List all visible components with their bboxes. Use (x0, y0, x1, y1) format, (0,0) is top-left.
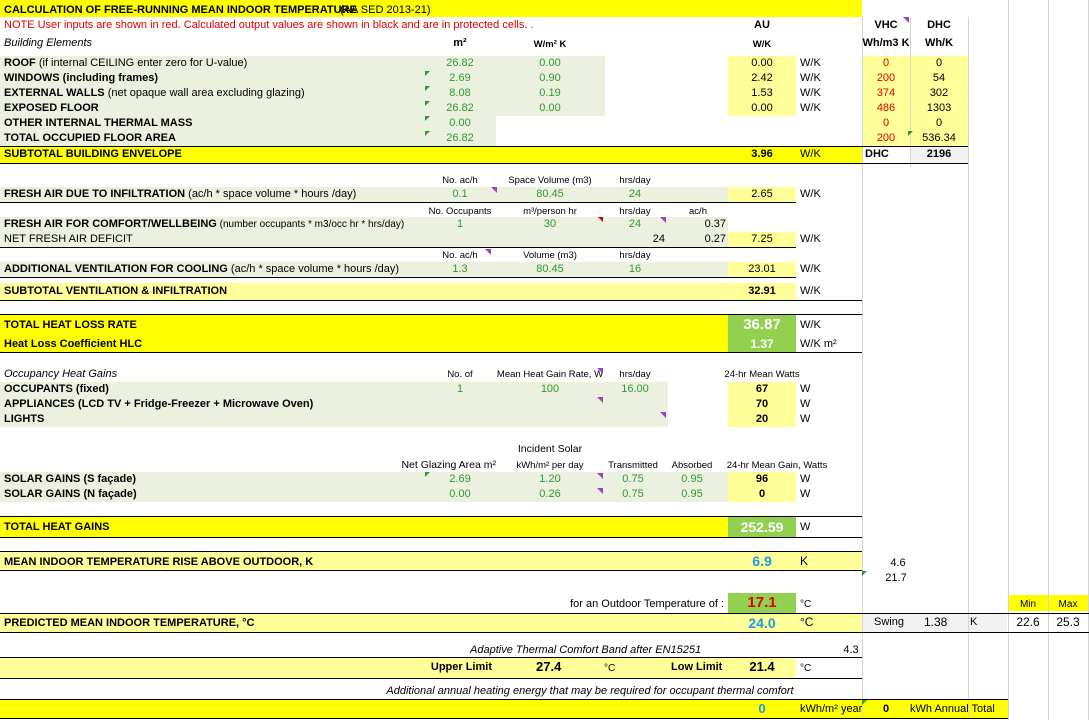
solar-incident-input[interactable]: 1.20 (539, 473, 561, 485)
total-heat-gains-unit: W (800, 521, 811, 533)
occupancy-watts-output: 70 (755, 398, 769, 410)
comment-marker (597, 397, 603, 403)
envelope-row-label (4, 71, 158, 86)
col-dhc-header: DHC (927, 19, 951, 31)
dhc-output: 302 (929, 87, 949, 99)
h-hrsday2: hrs/day (619, 206, 651, 217)
comment-marker (597, 488, 603, 494)
col-dhc-unit: Wh/K (924, 37, 954, 49)
gridline (968, 17, 969, 717)
rule (0, 657, 862, 658)
h-transmitted: Transmitted (608, 460, 658, 471)
comment-marker (597, 473, 603, 479)
cooling-output-value: 23.01 (748, 263, 776, 275)
envelope-area-input[interactable]: 0.00 (449, 117, 471, 129)
vhc-input[interactable]: 0 (882, 117, 890, 129)
cooling-hours[interactable]: 16 (628, 263, 642, 275)
comment-marker (425, 472, 430, 477)
envelope-u-value-input[interactable]: 0.90 (539, 72, 561, 84)
envelope-row-label-main: WINDOWS (including frames) (4, 72, 158, 84)
infiltration-label-note: (ac/h * space volume * hours /day) (185, 188, 357, 200)
swing-unit: K (970, 616, 978, 628)
occupancy-count-input[interactable]: 1 (456, 383, 464, 395)
max-value: 25.3 (1056, 615, 1080, 629)
deficit-ach: 0.27 (704, 233, 726, 245)
low-limit-label: Low Limit (671, 661, 723, 673)
total-heat-gains-label: TOTAL HEAT GAINS (4, 521, 110, 533)
cooling-label-main: ADDITIONAL VENTILATION FOR COOLING (4, 263, 228, 275)
rise-unit: K (800, 554, 809, 568)
h-m3pp: m³/person hr (523, 206, 577, 217)
envelope-row-label-note: (net opaque wall area excluding glazing) (104, 87, 305, 99)
min-header: Min (1019, 599, 1037, 610)
infiltration-ach[interactable]: 0.1 (452, 188, 468, 200)
comfort-label-main: FRESH AIR FOR COMFORT/WELLBEING (4, 218, 217, 230)
dhc-label: DHC (865, 148, 889, 160)
rise-side-a: 4.6 (890, 557, 906, 569)
solar-row-label: SOLAR GAINS (N façade) (4, 488, 137, 500)
dhc-output: 54 (932, 72, 946, 84)
swing-value: 1.38 (924, 615, 948, 629)
envelope-row-label (4, 131, 176, 146)
infiltration-output-value: 2.65 (751, 188, 773, 200)
solar-absorbed-input[interactable]: 0.95 (681, 488, 703, 500)
envelope-wk-output: 1.53 (751, 87, 773, 99)
solar-area-input[interactable]: 0.00 (449, 488, 471, 500)
rise-value: 6.9 (752, 553, 772, 569)
h-kwh: kWh/m² per day (516, 460, 584, 471)
h-noach: No. ac/h (442, 175, 478, 186)
building-elements-label: Building Elements (4, 37, 93, 49)
energy-unit: kWh/m² year (800, 703, 863, 715)
comment-marker (425, 86, 430, 91)
vhc-input[interactable]: 486 (876, 102, 896, 114)
predicted-value: 24.0 (748, 615, 776, 631)
gridline (1008, 0, 1009, 720)
comment-marker (425, 131, 430, 136)
comment-marker (903, 17, 909, 23)
deficit-label: NET FRESH AIR DEFICIT (4, 233, 133, 245)
solar-incident-input[interactable]: 0.26 (539, 488, 561, 500)
hlc-value: 1.37 (750, 337, 774, 351)
occupancy-rate-input[interactable]: 100 (540, 383, 560, 395)
low-limit-value: 21.4 (749, 659, 775, 674)
outdoor-temp-value[interactable]: 17.1 (747, 594, 777, 611)
comment-marker (491, 187, 497, 193)
outdoor-temp-unit: °C (800, 599, 812, 610)
envelope-row-label (4, 56, 247, 71)
max-header: Max (1058, 599, 1078, 610)
rule (0, 570, 862, 571)
h-hrsday: hrs/day (619, 175, 651, 186)
infiltration-label-main: FRESH AIR DUE TO INFILTRATION (4, 188, 186, 200)
rule (0, 537, 862, 538)
col-wm2k-header: W/m² K (533, 39, 567, 50)
total-heat-loss-label: TOTAL HEAT LOSS RATE (4, 319, 137, 331)
comfort-ach: 0.37 (704, 218, 726, 230)
h-noach2: No. ac/h (442, 250, 478, 261)
rule (0, 718, 1008, 719)
rule (0, 678, 862, 679)
comfort-m3[interactable]: 30 (543, 218, 557, 230)
comment-marker (862, 571, 867, 576)
subtotal-ventilation-label: SUBTOTAL VENTILATION & INFILTRATION (4, 285, 228, 297)
deficit-hours: 24 (652, 233, 665, 245)
comment-marker (425, 101, 430, 106)
subtotal-envelope-unit: W/K (800, 148, 821, 160)
total-heat-loss-value: 36.87 (743, 316, 781, 333)
energy-label: Additional annual heating energy that may be required for occupant thermal comfort (386, 685, 794, 697)
comment-marker (862, 700, 867, 705)
rule (0, 632, 1089, 633)
col-vhc-unit: Wh/m3 K (862, 37, 910, 49)
dhc-total-value: 2196 (926, 148, 952, 160)
envelope-u-value-input[interactable]: 0.19 (539, 87, 561, 99)
solar-watts-unit: W (800, 488, 811, 500)
total-heat-loss-unit: W/K (800, 319, 821, 331)
solar-area-input[interactable]: 2.69 (449, 473, 471, 485)
annual-energy-label: kWh Annual Total (910, 703, 995, 715)
upper-limit-value: 27.4 (536, 659, 562, 674)
envelope-row-label (4, 86, 305, 101)
envelope-wk-unit: W/K (800, 87, 821, 99)
h-hrsday3: hrs/day (619, 250, 651, 261)
h-netglazing: Net Glazing Area m² (401, 459, 496, 471)
occupancy-watts-output: 20 (755, 413, 769, 425)
page-subtitle: (AA SED 2013-21) (340, 4, 431, 16)
gridline (1048, 0, 1049, 720)
swing-label: Swing (874, 616, 904, 628)
cooling-volume[interactable]: 80.45 (536, 263, 564, 275)
envelope-wk-unit: W/K (800, 72, 821, 84)
rule (0, 300, 862, 301)
col-wk-header: W/K (752, 39, 772, 50)
envelope-row-label-main: EXTERNAL WALLS (4, 87, 105, 99)
envelope-row-label-main: ROOF (4, 57, 36, 69)
comfort-label (4, 217, 404, 232)
infiltration-label (4, 187, 356, 202)
dhc-output: 0 (935, 117, 943, 129)
min-value: 22.6 (1016, 615, 1040, 629)
predicted-label: PREDICTED MEAN INDOOR TEMPERATURE, °C (4, 617, 255, 629)
comment-marker (485, 249, 491, 255)
occupancy-hours-input[interactable]: 16.00 (621, 383, 649, 395)
h-meangain: Mean Heat Gain Rate, W (496, 369, 604, 380)
rule (0, 613, 1089, 614)
envelope-row-label-note: (if internal CEILING enter zero for U-value) (35, 57, 248, 69)
envelope-area-input[interactable]: 26.82 (446, 102, 474, 114)
energy-value: 0 (758, 701, 766, 716)
h-occupants: No. Occupants (428, 206, 492, 217)
infiltration-hours[interactable]: 24 (628, 188, 642, 200)
solar-transmitted-input[interactable]: 0.75 (622, 473, 644, 485)
envelope-area-input[interactable]: 8.08 (449, 87, 471, 99)
comment-marker (660, 217, 666, 223)
infiltration-unit: W/K (800, 188, 821, 200)
cooling-unit: W/K (800, 263, 821, 275)
h-vol: Volume (m3) (523, 250, 577, 261)
comment-marker (908, 131, 913, 136)
dhc-output: 0 (935, 57, 943, 69)
envelope-row-label-main: EXPOSED FLOOR (4, 102, 99, 114)
h-24hr: 24-hr Mean Watts (724, 369, 800, 380)
occupancy-watts-unit: W (800, 398, 811, 410)
solar-absorbed-input[interactable]: 0.95 (681, 473, 703, 485)
dhc-output: 536.34 (922, 132, 956, 144)
col-au-header: AU (754, 19, 770, 31)
cooling-ach[interactable]: 1.3 (452, 263, 468, 275)
input-note: NOTE User inputs are shown in red. Calculated output values are shown in black and are in protected cells. . (4, 19, 534, 31)
rule (0, 202, 796, 203)
cooling-label (4, 262, 399, 277)
deficit-output-value: 7.25 (751, 233, 773, 245)
envelope-wk-unit: W/K (800, 57, 821, 69)
h-ach: ac/h (689, 206, 707, 217)
vhc-input[interactable]: 0 (882, 57, 890, 69)
subtotal-envelope-value: 3.96 (751, 148, 773, 160)
comment-marker (597, 368, 603, 374)
rule (0, 699, 1008, 700)
envelope-area-input[interactable]: 26.82 (446, 57, 474, 69)
page-title: CALCULATION OF FREE-RUNNING MEAN INDOOR TEMPERATURE (4, 4, 357, 16)
envelope-u-value-input[interactable]: 0.00 (539, 57, 561, 69)
rule (0, 277, 796, 278)
subtotal-ventilation-value: 32.91 (748, 285, 776, 297)
col-vhc-header: VHC (874, 19, 898, 31)
infiltration-volume[interactable]: 80.45 (536, 188, 564, 200)
subtotal-envelope-label: SUBTOTAL BUILDING ENVELOPE (4, 148, 182, 160)
low-limit-unit: °C (800, 663, 812, 674)
envelope-area-input[interactable]: 2.69 (449, 72, 471, 84)
rule (0, 352, 862, 353)
solar-transmitted-input[interactable]: 0.75 (622, 488, 644, 500)
occupancy-watts-unit: W (800, 383, 811, 395)
predicted-unit: °C (800, 615, 814, 629)
rule (0, 247, 796, 248)
comment-marker (660, 412, 666, 418)
h-absorbed: Absorbed (671, 460, 713, 471)
envelope-u-value-input[interactable]: 0.00 (539, 102, 561, 114)
envelope-row-label-main: OTHER INTERNAL THERMAL MASS (4, 117, 193, 129)
rule (0, 163, 968, 164)
comfort-occupants[interactable]: 1 (456, 218, 464, 230)
envelope-wk-output: 2.42 (751, 72, 773, 84)
h-noof: No. of (447, 369, 473, 380)
comment-marker (598, 217, 603, 222)
hlc-label: Heat Loss Coefficient HLC (4, 338, 143, 350)
solar-watts-unit: W (800, 473, 811, 485)
vhc-input[interactable]: 200 (876, 72, 896, 84)
occupancy-row-label: OCCUPANTS (fixed) (4, 383, 109, 395)
h-spacevol: Space Volume (m3) (508, 175, 592, 186)
envelope-wk-unit: W/K (800, 102, 821, 114)
h-incident: Incident Solar (517, 443, 583, 455)
occupancy-heading: Occupancy Heat Gains (4, 368, 118, 380)
envelope-area-input[interactable]: 26.82 (446, 132, 474, 144)
comfort-label-note: (number occupants * m3/occ hr * hrs/day) (216, 219, 405, 230)
envelope-row-label (4, 101, 99, 116)
h-hrs: hrs/day (619, 369, 651, 380)
upper-limit-label: Upper Limit (430, 661, 492, 673)
subtotal-ventilation-unit: W/K (800, 285, 821, 297)
annual-energy-value: 0 (882, 703, 890, 715)
comfort-band-side: 4.3 (843, 644, 859, 656)
outdoor-temp-label: for an Outdoor Temperature of : (570, 598, 724, 610)
dhc-output: 1303 (926, 102, 952, 114)
envelope-wk-output: 0.00 (751, 57, 773, 69)
cooling-label-note: (ac/h * space volume * hours /day) (227, 263, 400, 275)
solar-watts-output: 96 (755, 473, 769, 485)
h-24gain: 24-hr Mean Gain, Watts (726, 460, 828, 471)
solar-watts-output: 0 (758, 488, 766, 500)
comfort-band-label: Adaptive Thermal Comfort Band after EN15251 (470, 644, 702, 656)
rise-label: MEAN INDOOR TEMPERATURE RISE ABOVE OUTDOOR, K (4, 556, 314, 568)
envelope-row-label-main: TOTAL OCCUPIED FLOOR AREA (4, 132, 176, 144)
occupancy-watts-unit: W (800, 413, 811, 425)
vhc-input[interactable]: 200 (876, 132, 896, 144)
envelope-wk-output: 0.00 (751, 102, 773, 114)
total-heat-gains-value: 252.59 (740, 519, 784, 535)
envelope-row-label (4, 116, 192, 131)
comfort-hours[interactable]: 24 (628, 218, 642, 230)
upper-limit-unit: °C (604, 663, 616, 674)
solar-row-label: SOLAR GAINS (S façade) (4, 473, 137, 485)
occupancy-row-label: LIGHTS (4, 413, 45, 425)
occupancy-row-label: APPLIANCES (LCD TV + Fridge-Freezer + Microwave Oven) (4, 398, 314, 410)
comment-marker (425, 116, 430, 121)
deficit-unit: W/K (800, 233, 821, 245)
vhc-input[interactable]: 374 (876, 87, 896, 99)
comment-marker (425, 71, 430, 76)
rise-side-b: 21.7 (885, 572, 907, 584)
col-m2-header: m² (453, 37, 467, 49)
hlc-unit: W/K m² (800, 338, 837, 350)
occupancy-watts-output: 67 (755, 383, 769, 395)
